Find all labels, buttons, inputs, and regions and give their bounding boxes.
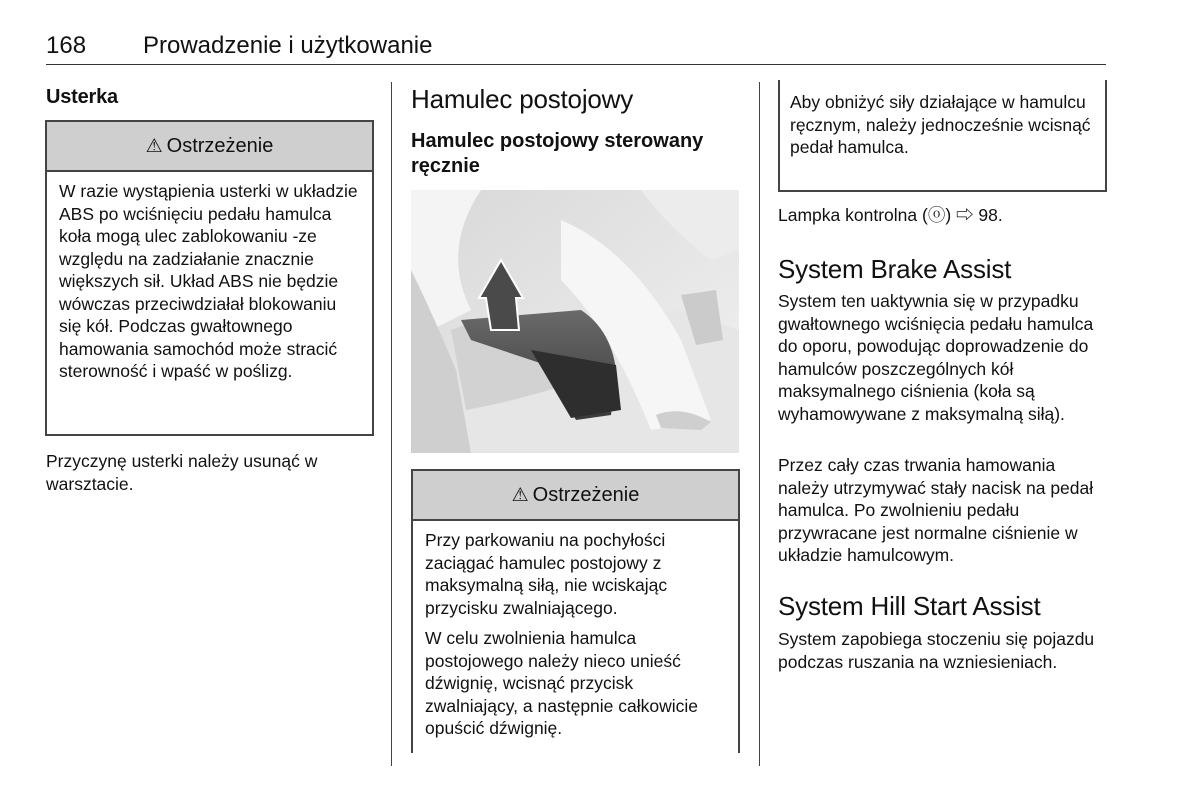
warning-text: Aby obniżyć siły działające w hamulcu ręcznym, należy jednocześnie wcisnąć pedał hamulca. [790, 92, 1091, 157]
column-divider [391, 82, 392, 766]
handbrake-image [411, 190, 739, 453]
lamp-reference [778, 204, 1108, 227]
section-heading-usterka: Usterka [46, 86, 118, 108]
body-paragraph: System ten uaktywnia się w przypadku gwałtownego wciśnięcia pedału hamulca do oporu, powodując doprowadzenie do hamulców poszczególnych kół maksymalnego ciśnienia (koła są wyhamowywane z maksymalną siłą). [778, 291, 1094, 424]
body-paragraph: System zapobiega stoczeniu się pojazdu podczas ruszania na wzniesieniach. [778, 629, 1095, 672]
warning-paragraph: W celu zwolnienia hamulca postojowego należy nieco unieść dźwignię, wcisnąć przycisk zwalniający, a następnie całkowicie opuścić dźwignię. [425, 628, 699, 738]
lamp-label: Lampka kontrolna [778, 205, 918, 225]
warning-triangle-icon: ⚠ [511, 484, 529, 506]
lamp-page-ref[interactable]: 98. [978, 205, 1003, 225]
subsection-heading: Hamulec postojowy sterowany ręcznie [411, 130, 704, 177]
section-heading-brake-assist: System Brake Assist [778, 254, 1012, 284]
warning-paragraph: Przy parkowaniu na pochyłości zaciągać hamulec postojowy z maksymalną siłą, nie wciskając przycisku zwalniającego. [425, 530, 668, 618]
page-header-title: Prowadzenie i użytkowanie [143, 32, 433, 59]
warning-title: Ostrzeżenie [166, 134, 274, 157]
column-divider [759, 82, 760, 766]
body-paragraph: Przez cały czas trwania hamowania należy utrzymywać stały nacisk na pedał hamulca. Po zwolnieniu pedału przywracane jest normalne ciśnienie w układzie hamulcowym. [778, 455, 1094, 565]
body-paragraph: Przyczynę usterki należy usunąć w warsztacie. [46, 451, 318, 494]
section-heading-hamulec-postojowy: Hamulec postojowy [411, 84, 634, 114]
header-rule [46, 64, 1106, 65]
warning-body [413, 521, 738, 750]
warning-box [45, 120, 374, 436]
brake-lamp-icon: (ⓞ) [922, 205, 952, 225]
warning-header [413, 471, 738, 521]
warning-triangle-icon: ⚠ [145, 135, 163, 157]
warning-title: Ostrzeżenie [532, 483, 640, 506]
warning-header [47, 122, 372, 172]
section-heading-hill-start-assist: System Hill Start Assist [778, 591, 1041, 621]
warning-text: W razie wystąpienia usterki w układzie ABS po wciśnięciu pedału hamulca koła mogą ulec zablokowaniu -ze względu na zadziałanie znacznie większych sił. Układ ABS nie będzie wówczas przeciwdziałał blokowaniu się kół. Podczas gwałtownego hamowania samochód może stracić sterowność i wpaść w poślizg. [59, 181, 358, 381]
warning-box-parking [411, 469, 740, 753]
page-number: 168 [46, 32, 87, 59]
warning-continuation-box [778, 80, 1107, 192]
page-reference-arrow-icon: ⇨ [956, 205, 974, 225]
handbrake-illustration [411, 190, 739, 453]
